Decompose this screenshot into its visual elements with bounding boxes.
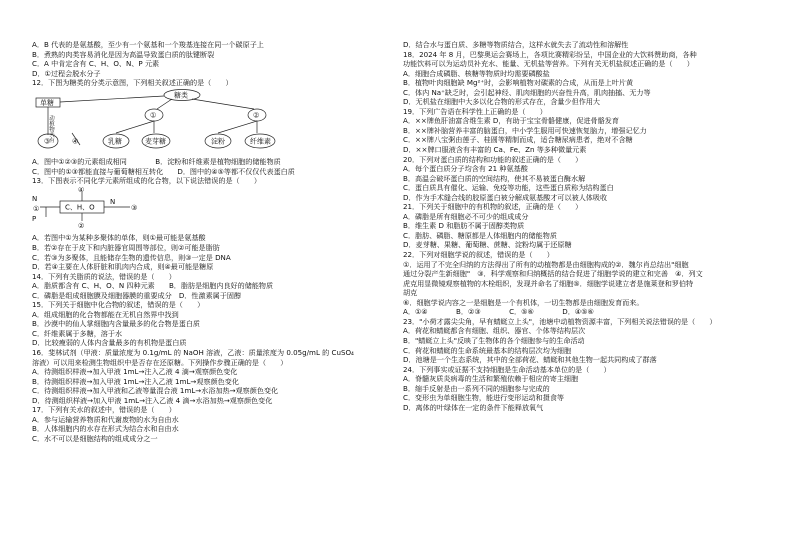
text-line: ①．运用了不完全归纳的方法得出了所有的动植物都是由细胞构成的②．魏尔肖总结出"细胞 <box>403 259 689 269</box>
text-line: 22．下列对细胞学说的叙述，错误的是（ ） <box>403 250 554 260</box>
text-line: A．B 代表的是氨基酸，至少有一个氨基和一个羧基连接在同一个碳原子上 <box>32 40 264 49</box>
diagram-small-3: ③ <box>44 137 51 146</box>
option-line[interactable]: B．"蜻蜓立上头"反映了生物体的各个细胞参与的生命活动 <box>403 335 585 345</box>
text-line: D．①过程会脱水分子 <box>32 68 101 78</box>
question-14 <box>32 272 404 301</box>
question-stem: 16．斐林试剂（甲液：质量浓度为 0.1g/mL 的 NaOH 溶液，乙液：质量浓度为 0.05g/mL 的 CuSO₄ <box>32 348 354 358</box>
option-line[interactable]: B．维生素 D 和脂肪不属于固醇类物质 <box>403 221 525 231</box>
option-line[interactable]: D．作为手术缝合线的胶原蛋白被分解成氨基酸才可以被人体吸收 <box>403 192 608 202</box>
option-line[interactable]: C．待测组织样液→加入甲液和乙液等量混合液 1mL→水浴加热→观察颜色变化 <box>32 386 279 396</box>
question-stem: 12．下图为糖类的分类示意图，下列相关叙述正确的是（ ） <box>32 78 233 88</box>
option-line[interactable]: D．××牌口服液含有丰富的 Ca、Fe、Zn 等多种微量元素 <box>403 145 587 155</box>
option-line[interactable]: C．体内 Na⁺缺乏时，会引起神经、肌肉细胞的兴奋性升高，肌肉抽搐、无力等 <box>403 87 651 97</box>
diagram-leaf-2: 麦芽糖 <box>145 137 166 146</box>
question-stem: 溶液）可以用来检测生物组织中是否存在还原糖。下列操作步骤正确的是（ ） <box>32 357 288 367</box>
option-line[interactable]: D．池塘是一个生态系统，其中的全部荷花、蜻蜓和其他生物一起共同构成了群落 <box>403 355 657 365</box>
option-line[interactable]: D．比较瘦弱的人体内含量最多的有机物是蛋白质 <box>32 338 187 348</box>
question-17 <box>32 405 404 443</box>
diagram-left-n: N <box>32 194 38 203</box>
question-stem: 17．下列有关水的叙述中，错误的是（ ） <box>32 405 176 415</box>
option-line[interactable]: A．每个蛋白质分子均含有 21 种氨基酸 <box>403 164 528 174</box>
question-stem: 15．下列关于细胞中化合物的叙述，错误的是（ ） <box>32 300 205 310</box>
option-line[interactable]: B．若②存在于皮下和内脏器官周围等部位，则②可能是脂肪 <box>32 243 220 253</box>
diagram-top-label: 糖类 <box>174 91 188 100</box>
diagram-right-n: N <box>110 197 116 206</box>
text-line: 23．"小荷才露尖尖角，早有蜻蜓立上头"，池塘中动植物资源丰富，下列相关说法错误的是（ ） <box>403 316 717 326</box>
element-diagram <box>32 187 404 232</box>
left-column <box>32 40 404 444</box>
diagram-small-4: ④ <box>72 137 79 146</box>
text-line: 虎克用显微镜观察植物的木栓组织，发现并命名了细胞⑤．细胞学说建立者是施莱登和罗伯特 <box>403 278 694 288</box>
option-line[interactable]: A．待测组织样液→加入甲液 1mL→注入乙液 4 滴→观察颜色变化 <box>32 367 238 377</box>
question-stem: 13．下图表示不同化学元素所组成的化合物，以下说法错误的是（ ） <box>32 176 261 186</box>
option-line[interactable]: C．脂肪、磷脂、糖原都是人体细胞内的储能物质 <box>403 230 557 240</box>
text-line: C．A 中肯定含有 C、H、O、N、P 元素 <box>32 59 160 69</box>
element-diagram-svg <box>32 187 152 229</box>
carbohydrate-diagram <box>32 89 404 156</box>
carbohydrate-diagram-svg <box>32 89 332 153</box>
text-line: 20．下列对蛋白质的结构和功能的叙述正确的是（ ） <box>403 154 583 164</box>
option-line[interactable]: C．若③为多聚体，且能储存生物的遗传信息，则③一定是 DNA <box>32 252 231 262</box>
option-line[interactable]: A．磷脂是所有细胞必不可少的组成成分 <box>403 211 529 221</box>
diagram-top-number: ④ <box>78 186 85 194</box>
option-line[interactable]: D．无机盐在细胞中大多以化合物的形式存在，含量少但作用大 <box>403 97 600 107</box>
option-line[interactable]: B．植物叶肉细胞缺 Mg²⁺时，会影响植物对碳素的合成，从而是上叶片黄 <box>403 78 634 88</box>
option-line[interactable]: A．荷花和蜻蜓都含有细胞、组织、器官、个体等结构层次 <box>403 326 586 336</box>
option-line[interactable]: A．若图中①为某种多聚体的单体，则①最可能是氨基酸 <box>32 233 206 243</box>
option-line[interactable]: A．参与运输营养物质和代谢废物的水为自由水 <box>32 414 179 424</box>
option-line[interactable]: B．缩手反射是由一系列不同的细胞参与完成的 <box>403 383 550 393</box>
diagram-number-2: ② <box>78 221 85 229</box>
diagram-left-p: P <box>32 214 37 223</box>
diagram-circle-1: ① <box>150 111 157 120</box>
option-line[interactable]: D．麦芽糖、果糖、葡萄糖、蔗糖、淀粉均属于还原糖 <box>403 240 572 250</box>
option-line[interactable]: D．若④主要在人体肝脏和肌肉内合成，则④最可能是糖原 <box>32 262 214 272</box>
option-line[interactable]: C．图中的①③都能直接与葡萄糖相互转化 D．图中的④⑤等都不仅仅代表蛋白质 <box>32 166 295 176</box>
diagram-center-label: C、H、O <box>65 203 95 212</box>
option-line[interactable]: C．蛋白质具有催化、运输、免疫等功能，这些蛋白质称为结构蛋白 <box>403 183 614 193</box>
option-line[interactable]: C．变形虫为单细胞生物，能进行变形运动和摄食等 <box>403 393 565 403</box>
option-line[interactable]: C．磷脂是组成细胞膜及细胞器膜的重要成分 D．性激素属于固醇 <box>32 290 242 300</box>
diagram-number-1: ① <box>33 204 40 213</box>
option-line[interactable]: B．沙漠中的仙人掌细胞内含量最多的化合物是蛋白质 <box>32 319 201 329</box>
option-line[interactable]: C．水不可以是细胞结构的组成成分之一 <box>32 433 158 443</box>
left-top-lines <box>32 40 404 78</box>
text-line: 19．下列广告语在科学性上正确的是（ ） <box>403 106 547 116</box>
text-line: 21．下列关于细胞中的有机物的叙述，正确的是（ ） <box>403 202 583 212</box>
diagram-number-3: ③ <box>131 203 138 212</box>
diagram-left-box-label: 单糖 <box>40 98 54 107</box>
diagram-leaf-4: 纤维素 <box>250 137 271 146</box>
option-line[interactable]: D．待测组织样液→加入甲液 1mL→注入乙液 4 滴→水浴加热→观察颜色变化 <box>32 395 273 405</box>
text-line: B．煮熟的肉类容易消化是因为高温导致蛋白质的肽键断裂 <box>32 49 215 59</box>
option-line[interactable]: C．纤维素属于多糖，溶于水 <box>32 328 123 338</box>
option-line[interactable]: D．离体的叶绿体在一定的条件下能释放氧气 <box>403 402 544 412</box>
option-line[interactable]: C．××牌八宝粥由莲子、桂圆等精制而成，适合糖尿病患者，绝对不含糖 <box>403 135 633 145</box>
question-15 <box>32 300 404 348</box>
option-line[interactable]: A．脂质都含有 C、H、O、N 四种元素 B．脂肪是细胞内良好的储能物质 <box>32 281 274 291</box>
right-column <box>403 40 775 412</box>
question-stem: 14．下列有关脂质的说法，错误的是（ ） <box>32 271 176 281</box>
text-line: 24．下列事实或证据不支持细胞是生命活动基本单位的是（ ） <box>403 364 611 374</box>
option-line[interactable]: A．细胞合成磷脂、核糖等物质时均需要磷酸盐 <box>403 68 550 78</box>
option-line[interactable]: B．待测组织样液→加入甲液 1mL→注入乙液 1mL→观察颜色变化 <box>32 376 239 386</box>
text-line: D．结合水与蛋白质、多糖等物质结合，这样水就失去了流动性和溶解性 <box>403 40 629 49</box>
option-line[interactable]: A．组成细胞的化合物都能在无机自然界中找到 <box>32 309 179 319</box>
text-line: 18．2024 年 8 月，巴黎奥运会赛场上，各项比赛精彩纷呈，中国企业的大饮料赞助商，各种 <box>403 49 697 59</box>
question-13 <box>32 176 404 271</box>
option-line[interactable]: B．人体细胞内的水存在形式为结合水和自由水 <box>32 424 179 434</box>
diagram-leaf-1: 乳糖 <box>108 137 122 146</box>
option-line[interactable]: A．××牌鱼肝油富含维生素 D，有助于宝宝骨骼健康，促进骨骼发育 <box>403 116 619 126</box>
diagram-left-box-sub: 动植物共有 <box>48 114 54 143</box>
text-line: 功能饮料可以为运动员补充水、能量、无机盐等营养。下列有关无机盐叙述正确的是（ ） <box>403 59 694 69</box>
question-16 <box>32 348 404 405</box>
option-line[interactable]: A．脊髓灰质炎病毒的生活和繁殖依赖于相应的寄主细胞 <box>403 374 579 384</box>
option-line[interactable]: A．①④ B．②③ C．⑤⑥ D．④⑤⑥ <box>403 307 594 317</box>
option-line[interactable]: B．××牌补脑营养丰富的脑蛋白，中小学生服用可快速恢复脑力，增强记忆力 <box>403 125 647 135</box>
option-line[interactable]: A．图中①②③的元素组成相同 B．淀粉和纤维素是植物细胞的储能物质 <box>32 157 281 167</box>
question-12 <box>32 78 404 176</box>
text-line: 胡克 <box>403 288 418 298</box>
option-line[interactable]: B．高温会破坏蛋白质的空间结构，使其不易被蛋白酶水解 <box>403 173 586 183</box>
option-line[interactable]: C．荷花和蜻蜓的生命系统最基本的结构层次均为细胞 <box>403 345 572 355</box>
diagram-circle-2: ② <box>253 111 260 120</box>
text-line: ⑥．细胞学说内容之一是细胞是一个有机体，一切生物都是由细胞发育而来。 <box>403 297 644 307</box>
diagram-leaf-3: 淀粉 <box>211 137 225 146</box>
text-line: 通过分裂产生新细胞" ③．科学观察和归纳概括的结合促进了细胞学说的建立和完善 ④．列文 <box>403 269 703 279</box>
